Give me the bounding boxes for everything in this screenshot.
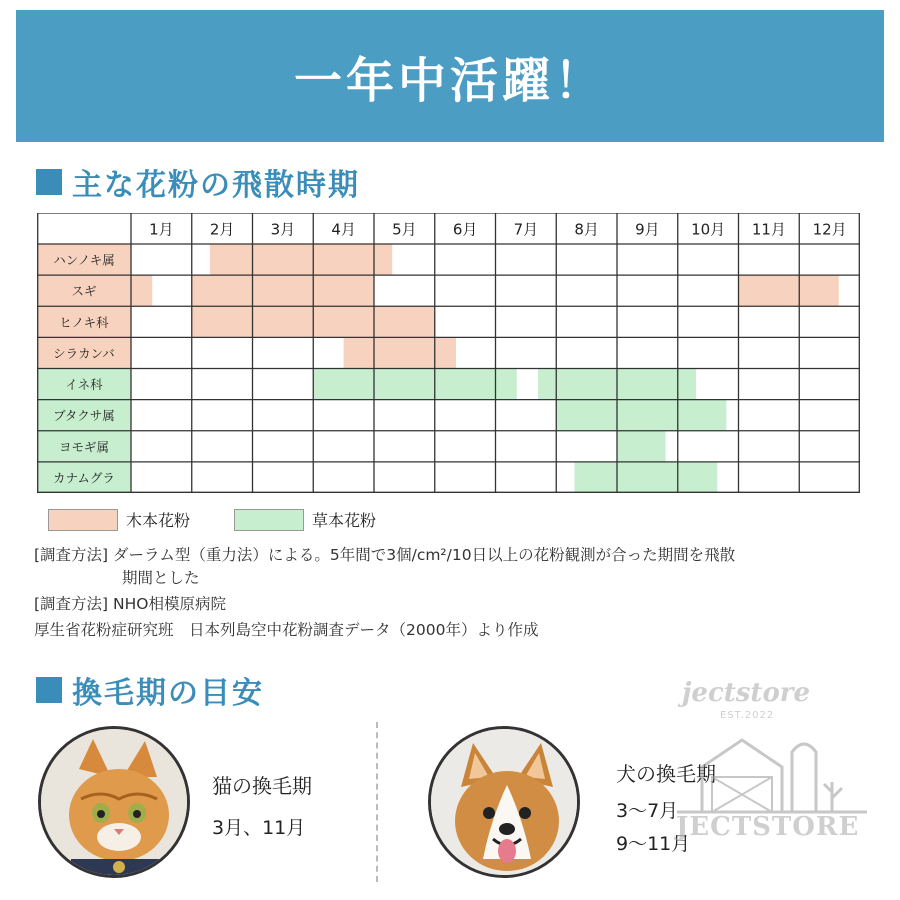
month-header: 2月 xyxy=(209,220,235,239)
row-label: シラカンバ xyxy=(53,345,115,361)
row-label: ブタクサ属 xyxy=(53,408,115,424)
pollen-period-bar xyxy=(210,244,392,275)
cat-illustration xyxy=(41,729,190,878)
cat-avatar xyxy=(38,726,190,878)
month-header: 8月 xyxy=(574,220,599,239)
dog-avatar xyxy=(428,726,580,878)
legend xyxy=(48,508,420,531)
row-label: ヨモギ属 xyxy=(58,439,110,455)
cat-shedding-months: 3月、11月 xyxy=(212,817,306,839)
month-header: 3月 xyxy=(270,220,296,239)
month-header: 9月 xyxy=(635,220,660,239)
legend-grass xyxy=(234,508,376,531)
brand-watermark xyxy=(672,672,872,852)
row-label: ハンノキ属 xyxy=(53,252,115,268)
shedding-section-title xyxy=(36,668,264,712)
legend-wood xyxy=(48,508,190,531)
dog-shedding-months-1: 3〜7月 xyxy=(616,800,679,822)
pollen-period-bar xyxy=(313,369,517,400)
month-header: 5月 xyxy=(392,220,417,239)
legend-wood-swatch xyxy=(48,509,118,531)
legend-wood-label: 木本花粉 xyxy=(126,511,191,530)
page-title: 一年中活躍！ xyxy=(293,52,606,109)
pollen-period-bar xyxy=(574,462,717,493)
pollen-period-bar xyxy=(192,275,374,306)
row-label: カナムグラ xyxy=(53,470,115,486)
dog-shedding-months-2: 9〜11月 xyxy=(616,833,691,855)
section-divider xyxy=(376,722,378,882)
pollen-period-bar xyxy=(739,275,839,306)
month-header: 6月 xyxy=(452,220,478,239)
pollen-period-bar xyxy=(617,431,666,462)
row-label: スギ xyxy=(71,283,97,299)
month-header: 1月 xyxy=(149,220,174,239)
section-square-icon xyxy=(36,169,62,195)
shedding-section-heading: 換毛期の目安 xyxy=(72,676,264,711)
month-header: 12月 xyxy=(812,220,847,239)
cat-shedding-title: 猫の換毛期 xyxy=(212,774,312,798)
section-square-icon xyxy=(36,677,62,703)
note-method-text: [調査方法] ダーラム型（重力法）による。5年間で3個/cm²/10日以上の花粉観測が合った期間を飛散 xyxy=(34,546,736,564)
pollen-period-bar xyxy=(131,275,152,306)
brand-script-logo: jectstore xyxy=(682,678,811,708)
note-source-hospital: [調査方法] NHO相模原病院 xyxy=(34,595,226,613)
pollen-calendar-grid xyxy=(37,213,860,493)
legend-grass-label: 草本花粉 xyxy=(312,511,377,530)
row-label: イネ科 xyxy=(65,377,103,393)
note-source-data: 厚生省花粉症研究班 日本列島空中花粉調査データ（2000年）より作成 xyxy=(34,621,539,639)
month-header: 10月 xyxy=(691,220,726,239)
brand-est-label: EST.2022 xyxy=(720,710,775,721)
pollen-calendar-table xyxy=(37,213,860,493)
dog-shedding-title: 犬の換毛期 xyxy=(616,762,716,786)
pollen-period-bar xyxy=(344,337,456,368)
brand-wordmark: JECTSTORE xyxy=(676,812,860,842)
month-header: 4月 xyxy=(331,220,356,239)
header-banner xyxy=(16,10,884,142)
barn-house-icon xyxy=(672,722,872,822)
note-method-cont: 期間とした xyxy=(122,569,200,587)
month-header: 11月 xyxy=(751,220,786,239)
pollen-section-heading: 主な花粉の飛散時期 xyxy=(72,168,360,203)
pollen-section-title xyxy=(36,160,360,204)
legend-grass-swatch xyxy=(234,509,304,531)
note-method xyxy=(34,544,864,590)
pollen-period-bar xyxy=(556,400,726,431)
dog-illustration xyxy=(431,729,580,878)
month-header: 7月 xyxy=(513,220,539,239)
row-label: ヒノキ科 xyxy=(59,314,109,330)
survey-notes xyxy=(34,544,864,645)
